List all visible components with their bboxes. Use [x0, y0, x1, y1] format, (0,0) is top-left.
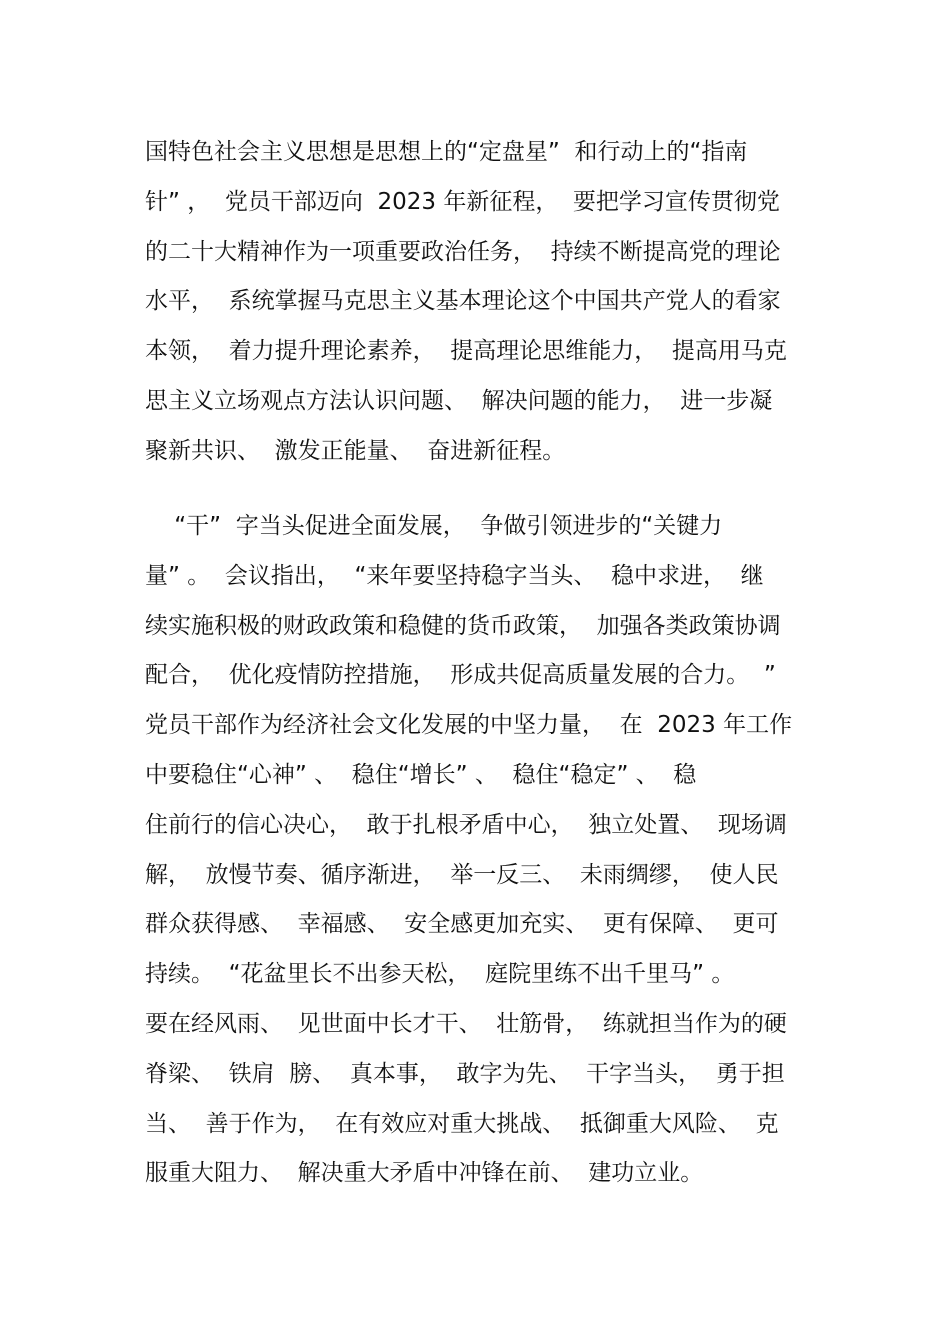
text-line: 量” 。 会议指出， “来年要坚持稳字当头、 稳中求进， 继 — [145, 562, 764, 589]
text-line: 配合， 优化疫情防控措施， 形成共促高质量发展的合力。 ” — [145, 662, 776, 689]
text-line: 思主义立场观点方法认识问题、 解决问题的能力， 进一步凝 — [145, 387, 773, 414]
text-line: 持续。 “花盆里长不出参天松， 庭院里练不出千里马” 。 — [145, 961, 735, 988]
text-line: 针” ， 党员干部迈向 2023 年新征程， 要把学习宣传贯彻党 — [145, 188, 780, 215]
text-line: 续实施积极的财政政策和稳健的货币政策， 加强各类政策协调 — [145, 612, 781, 639]
text-line: 水平， 系统掌握马克思主义基本理论这个中国共产党人的看家 — [145, 288, 781, 315]
text-line: 群众获得感、 幸福感、 安全感更加充实、 更有保障、 更可 — [145, 911, 779, 938]
text-line: 住前行的信心决心， 敢于扎根矛盾中心， 独立处置、 现场调 — [145, 811, 787, 838]
text-line: 当、 善于作为， 在有效应对重大挑战、 抵御重大风险、 克 — [145, 1110, 779, 1137]
text-line: “干” 字当头促进全面发展， 争做引领进步的“关键力 — [145, 513, 723, 539]
text-line: 脊梁、 铁肩 膀、 真本事， 敢字为先、 干字当头， 勇于担 — [145, 1060, 785, 1087]
paragraph-2 — [145, 502, 810, 1199]
text-line: 国特色社会主义思想是思想上的“定盘星” 和行动上的“指南 — [145, 139, 748, 165]
text-line: 中要稳住“心神” 、 稳住“增长” 、 稳住“稳定” 、 稳 — [145, 761, 697, 788]
text-line: 解， 放慢节奏、循序渐进， 举一反三、 未雨绸缪， 使人民 — [145, 861, 779, 888]
text-line: 的二十大精神作为一项重要政治任务， 持续不断提高党的理论 — [145, 238, 781, 265]
text-line: 党员干部作为经济社会文化发展的中坚力量， 在 2023 年工作 — [145, 712, 793, 739]
text-line: 聚新共识、 激发正能量、 奋进新征程。 — [145, 437, 566, 464]
text-line: 要在经风雨、 见世面中长才干、 壮筋骨， 练就担当作为的硬 — [145, 1010, 787, 1037]
paragraph-1 — [145, 128, 810, 477]
text-line: 服重大阻力、 解决重大矛盾中冲锋在前、 建功立业。 — [145, 1160, 704, 1187]
text-line: 本领， 着力提升理论素养， 提高理论思维能力， 提高用马克 — [145, 338, 787, 365]
